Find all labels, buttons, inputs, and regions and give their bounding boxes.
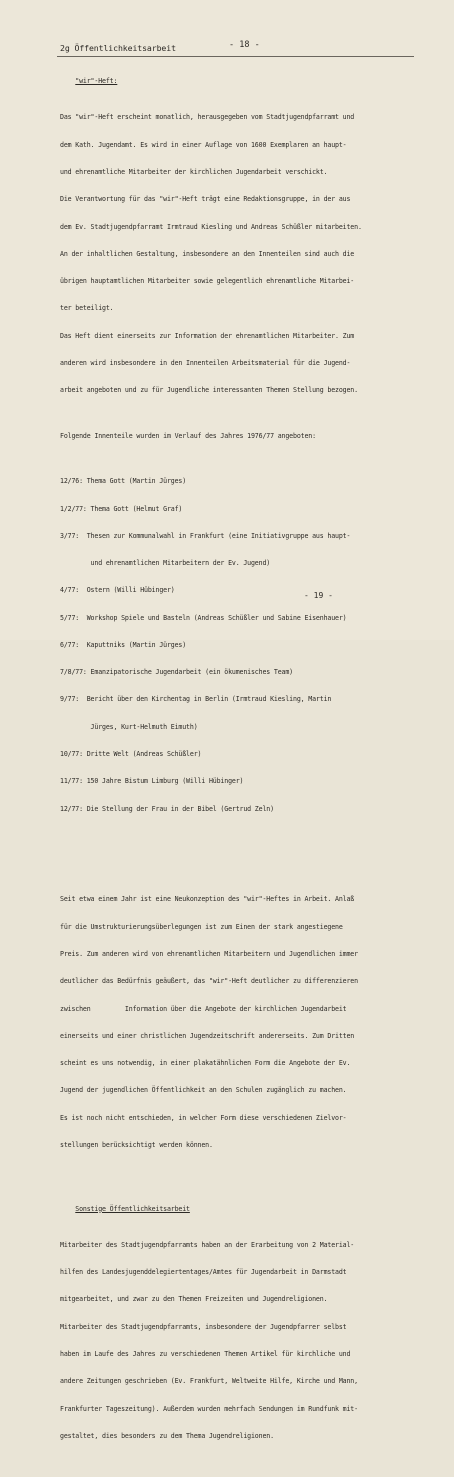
list-item: 1/2/77: Thema Gott (Helmut Graf) (60, 504, 183, 513)
list-item: 5/77: Workshop Spiele und Basteln (Andreas Schüßler und Sabine Eisenhauer) (60, 613, 347, 622)
page-number-top: - 18 - (229, 40, 260, 50)
list-item: und ehrenamtlichen Mitarbeitern der Ev. Jugend) (60, 559, 271, 568)
list-item: 4/77: Ostern (Willi Hübinger) (60, 586, 175, 595)
text-line: ter beteiligt. (60, 304, 114, 313)
text-line: gestaltet, dies besonders zu dem Thema Jugendreligionen. (60, 1431, 274, 1440)
spacer (60, 850, 420, 859)
list-item: 7/8/77: Emanzipatorische Jugendarbeit (ein ökumenisches Team) (60, 668, 294, 677)
text-line: scheint es uns notwendig, in einer plakatähnlichen Form die Angebote der Ev. (60, 1059, 351, 1068)
text-line: hilfen des Landesjugenddelegiertentages/Amtes für Jugendarbeit in Darmstadt (60, 1268, 347, 1277)
wir-heft-paragraph-2 (60, 877, 420, 1168)
text-line: Das Heft dient einerseits zur Information der ehrenamtlichen Mitarbeiter. Zum (60, 331, 355, 340)
sonstige-heading: Sonstige Öffentlichkeitsarbeit (75, 1204, 190, 1213)
text-line: haben im Laufe des Jahres zu verschiedenen Themen Artikel für kirchliche und (60, 1350, 351, 1359)
wir-heft-heading: "wir"-Heft: (75, 77, 118, 86)
text-line: zwischen Information über die Angebote der kirchlichen Jugendarbeit (60, 1004, 347, 1013)
text-line: Jugend der jugendlichen Öffentlichkeit an den Schulen zugänglich zu machen. (60, 1086, 347, 1095)
header-rule (57, 56, 414, 57)
text-line: anderen wird insbesondere in den Innenteilen Arbeitsmaterial für die Jugend- (60, 359, 351, 367)
sonstige-paragraph (60, 1223, 420, 1459)
text-line: An der inhaltlichen Gestaltung, insbesondere an den Innenteilen sind auch die (60, 249, 355, 258)
text-line: Mitarbeiter des Stadtjugendpfarramts haben an der Erarbeitung von 2 Material- (60, 1240, 355, 1249)
document-body (60, 68, 420, 1477)
list-intro: Folgende Innenteile wurden im Verlauf des Jahres 1976/77 angeboten: (60, 431, 316, 440)
text-line: Mitarbeiter des Stadtjugendpfarramts, insbesondere der Jugendpfarrer selbst (60, 1322, 347, 1331)
text-line: andere Zeitungen geschrieben (Ev. Frankfurt, Weltweite Hilfe, Kirche und Mann, (60, 1377, 358, 1386)
text-line: Es ist noch nicht entschieden, in welcher Form diese verschiedenen Zielvor- (60, 1113, 347, 1122)
text-line: übrigen hauptamtlichen Mitarbeiter sowie gelegentlich ehrenamtliche Mitarbei- (60, 277, 355, 286)
text-line: Preis. Zum anderen wird von ehrenamtlichen Mitarbeitern und Jugendlichen immer (60, 950, 358, 958)
list-item: 12/77: Die Stellung der Frau in der Bibel (Gertrud Zeln) (60, 804, 274, 813)
list-item: 3/77: Thesen zur Kommunalwahl in Frankfurt (eine Initiativgruppe aus haupt- (60, 531, 351, 540)
text-line: Seit etwa einem Jahr ist eine Neukonzeption des "wir"-Heftes in Arbeit. Anlaß (60, 895, 355, 904)
text-line: einerseits und einer christlichen Jugendzeitschrift andererseits. Zum Dritten (60, 1031, 355, 1040)
text-line: stellungen berücksichtigt werden können. (60, 1140, 213, 1149)
text-line: Frankfurter Tageszeitung). Außerdem wurden mehrfach Sendungen im Rundfunk mit- (60, 1404, 358, 1413)
text-line: mitgearbeitet, und zwar zu den Themen Freizeiten und Jugendreligionen. (60, 1295, 328, 1304)
list-item: 6/77: Kaputtniks (Martin Jürges) (60, 640, 187, 649)
text-line: deutlicher das Bedürfnis geäußert, das "wir"-Heft deutlicher zu differenzieren (60, 977, 358, 986)
list-item: 12/76: Thema Gott (Martin Jürges) (60, 477, 187, 486)
list-item: 9/77: Bericht über den Kirchentag in Berlin (Irmtraud Kiesling, Martin (60, 695, 332, 704)
innenteile-list (60, 459, 420, 832)
wir-heft-paragraph-1 (60, 95, 420, 413)
text-line: Das "wir"-Heft erscheint monatlich, herausgegeben vom Stadtjugendpfarramt und (60, 113, 355, 122)
text-line: Die Verantwortung für das "wir"-Heft trägt eine Redaktionsgruppe, in der aus (60, 195, 351, 204)
page-number-bottom: - 19 - (304, 591, 333, 600)
list-item: 10/77: Dritte Welt (Andreas Schüßler) (60, 750, 202, 759)
text-line: dem Kath. Jugendamt. Es wird in einer Auflage von 1600 Exemplaren an haupt- (60, 140, 347, 149)
list-item: 11/77: 150 Jahre Bistum Limburg (Willi Hübinger) (60, 777, 244, 786)
text-line: für die Umstrukturierungsüberlegungen ist zum Einen der stark angestiegene (60, 922, 343, 931)
spacer (60, 1186, 420, 1195)
section-title: 2g Öffentlichkeitsarbeit (60, 43, 176, 53)
list-item: Jürges, Kurt-Helmuth Eimuth) (60, 722, 198, 731)
text-line: und ehrenamtliche Mitarbeiter der kirchlichen Jugendarbeit verschickt. (60, 168, 328, 177)
text-line: dem Ev. Stadtjugendpfarramt Irmtraud Kiesling und Andreas Schüßler mitarbeiten. (60, 222, 362, 231)
text-line: arbeit angeboten und zu für Jugendliche interessanten Themen Stellung bezogen. (60, 386, 358, 395)
